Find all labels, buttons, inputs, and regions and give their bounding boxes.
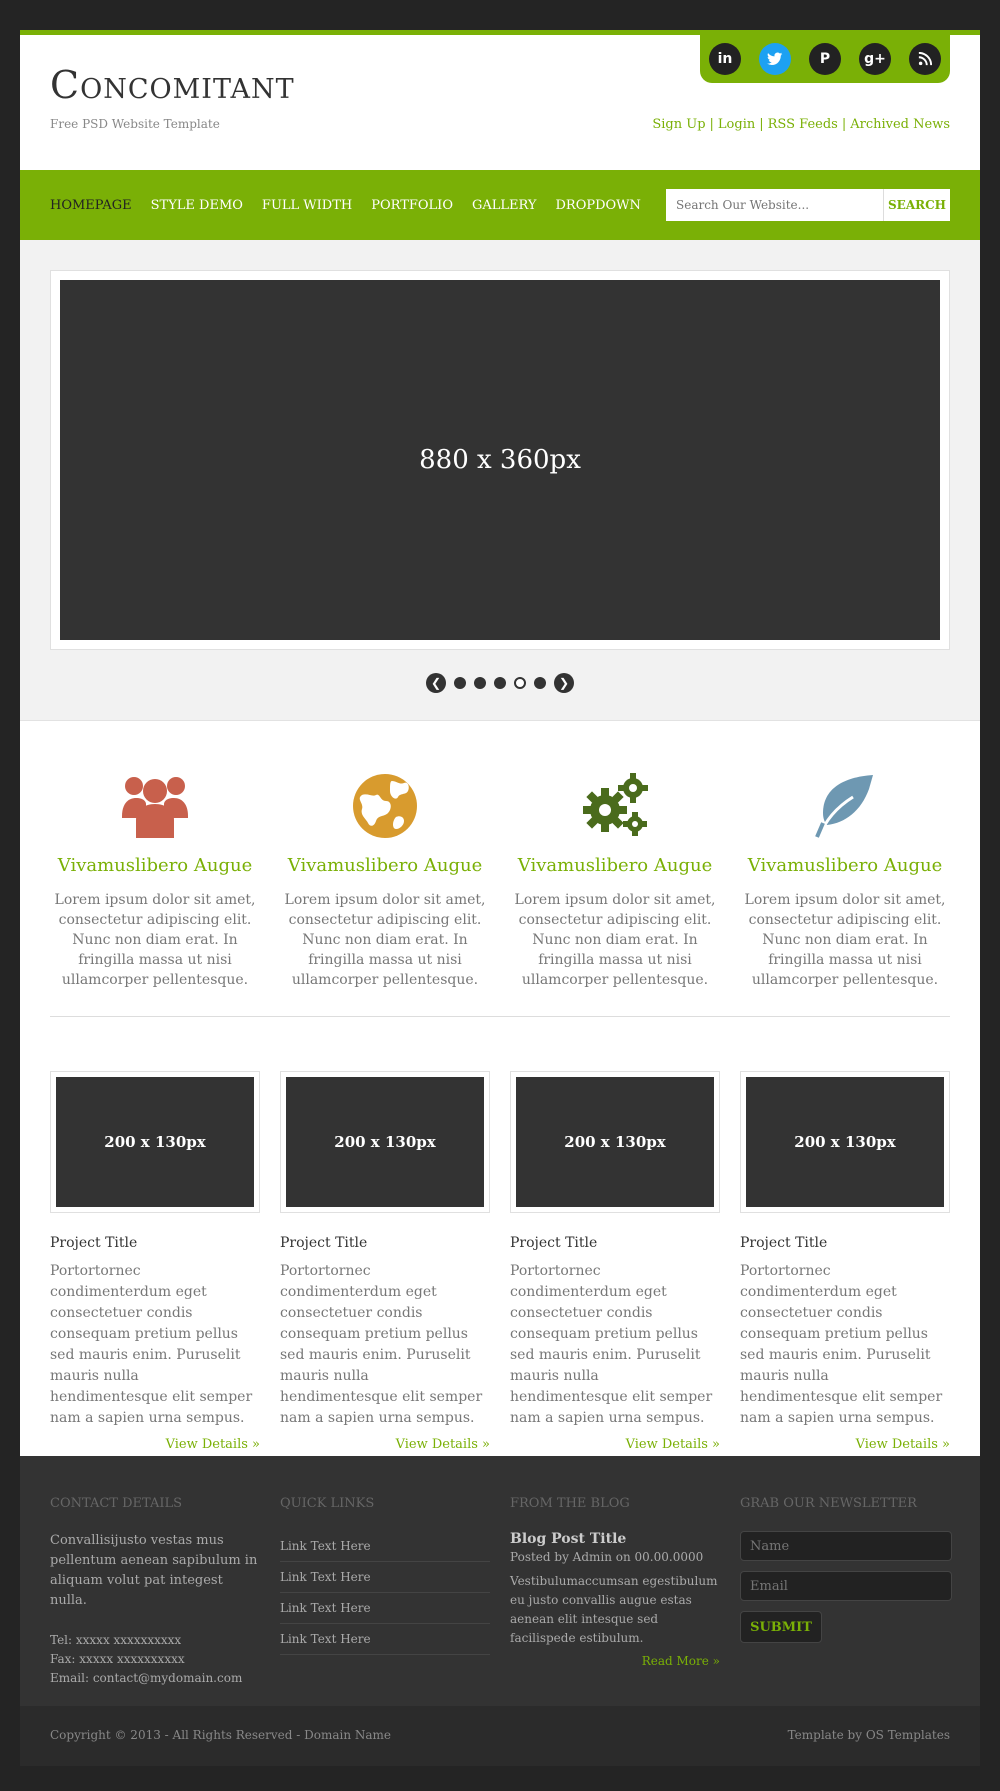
slide-image[interactable]: 880 x 360px xyxy=(60,280,940,640)
slide-frame xyxy=(50,270,950,650)
projects-row xyxy=(50,1071,950,1452)
gears-icon xyxy=(510,771,720,841)
project-card xyxy=(510,1071,720,1452)
newsletter-submit-button[interactable]: SUBMIT xyxy=(740,1611,822,1643)
project-text: Portortornec condimenterdum eget consectetuer condis consequam pretium pellus sed mauris enim. Puruselit mauris nulla hendimentesque elit semper nam a sapien urna sempus. xyxy=(740,1263,943,1426)
nav-item-dropdown[interactable]: DROPDOWN xyxy=(555,197,641,213)
footer-heading: CONTACT DETAILS xyxy=(50,1496,183,1511)
feature-item xyxy=(280,771,490,990)
footer xyxy=(20,1456,980,1706)
google-plus-icon[interactable]: g+ xyxy=(859,43,891,75)
view-details-link[interactable]: View Details » xyxy=(395,1437,490,1452)
users-icon xyxy=(50,771,260,841)
slider-section xyxy=(20,240,980,721)
project-title: Project Title xyxy=(740,1235,828,1251)
rss-feeds-link[interactable]: RSS Feeds xyxy=(767,117,838,132)
project-text: Portortornec condimenterdum eget consectetuer condis consequam pretium pellus sed mauris enim. Puruselit mauris nulla hendimentesque elit semper nam a sapien urna sempus. xyxy=(510,1263,713,1426)
project-title: Project Title xyxy=(510,1235,598,1251)
view-details-link[interactable]: View Details » xyxy=(165,1437,260,1452)
signup-link[interactable]: Sign Up xyxy=(652,117,706,132)
features-row xyxy=(50,771,950,990)
top-links: Sign Up | Login | RSS Feeds | Archived News xyxy=(652,117,950,132)
twitter-bird-glyph xyxy=(767,52,783,66)
quick-link[interactable]: Link Text Here xyxy=(280,1593,490,1624)
page-wrapper xyxy=(20,35,980,1766)
newsletter-name-field[interactable] xyxy=(740,1531,952,1561)
search-input[interactable] xyxy=(666,189,883,221)
nav-item-gallery[interactable]: GALLERY xyxy=(471,197,537,213)
site-logo[interactable]: Concomitant xyxy=(50,63,295,107)
nav-item-portfolio[interactable]: PORTFOLIO xyxy=(371,197,453,213)
feature-title: Vivamuslibero Augue xyxy=(747,855,943,876)
contact-tel: Tel: xxxxx xxxxxxxxxx xyxy=(50,1633,182,1647)
footer-blog xyxy=(510,1496,720,1668)
footer-quick-links xyxy=(280,1496,490,1655)
slide-dot[interactable] xyxy=(534,677,546,689)
project-thumbnail[interactable]: 200 x 130px xyxy=(746,1077,944,1207)
nav-item-full-width[interactable]: FULL WIDTH xyxy=(261,197,353,213)
rss-icon[interactable] xyxy=(909,43,941,75)
feature-text: Lorem ipsum dolor sit amet, consectetur adipiscing elit. Nunc non diam erat. In fringilla massa ut nisi ullamcorper pellentesque. xyxy=(284,892,486,988)
project-thumbnail[interactable]: 200 x 130px xyxy=(286,1077,484,1207)
slide-dot[interactable] xyxy=(454,677,466,689)
feature-title: Vivamuslibero Augue xyxy=(287,855,483,876)
feature-text: Lorem ipsum dolor sit amet, consectetur adipiscing elit. Nunc non diam erat. In fringilla massa ut nisi ullamcorper pellentesque. xyxy=(54,892,256,988)
project-title: Project Title xyxy=(280,1235,368,1251)
view-details-link[interactable]: View Details » xyxy=(625,1437,720,1452)
leaf-icon xyxy=(740,771,950,841)
feature-item xyxy=(740,771,950,990)
rss-glyph xyxy=(918,52,932,66)
template-credit-link[interactable]: Template by OS Templates xyxy=(787,1728,950,1742)
blog-post-title[interactable]: Blog Post Title xyxy=(510,1531,627,1547)
footer-heading: GRAB OUR NEWSLETTER xyxy=(740,1496,917,1511)
footer-heading: FROM THE BLOG xyxy=(510,1496,630,1511)
social-links xyxy=(700,35,950,83)
project-card xyxy=(280,1071,490,1452)
project-card xyxy=(50,1071,260,1452)
feature-title: Vivamuslibero Augue xyxy=(517,855,713,876)
footer-contact xyxy=(50,1496,260,1688)
next-arrow-icon[interactable]: ❯ xyxy=(554,673,574,693)
project-thumbnail[interactable]: 200 x 130px xyxy=(516,1077,714,1207)
main-content xyxy=(20,721,980,1456)
contact-email[interactable]: Email: contact@mydomain.com xyxy=(50,1671,243,1685)
slide-dot-active[interactable] xyxy=(514,677,526,689)
search-box xyxy=(666,189,950,221)
twitter-icon[interactable] xyxy=(759,43,791,75)
feature-title: Vivamuslibero Augue xyxy=(57,855,253,876)
section-divider xyxy=(50,1016,950,1017)
project-card xyxy=(740,1071,950,1452)
nav-item-homepage[interactable]: HOMEPAGE xyxy=(50,197,132,213)
globe-icon xyxy=(280,771,490,841)
slide-dot[interactable] xyxy=(474,677,486,689)
feature-text: Lorem ipsum dolor sit amet, consectetur adipiscing elit. Nunc non diam erat. In fringilla massa ut nisi ullamcorper pellentesque. xyxy=(514,892,716,988)
contact-text: Convallisijusto vestas mus pellentum aenean sapibulum in aliquam volut pat integest nulla. xyxy=(50,1533,258,1608)
site-tagline: Free PSD Website Template xyxy=(50,117,220,131)
feature-item xyxy=(510,771,720,990)
search-button[interactable]: SEARCH xyxy=(883,189,950,221)
header xyxy=(20,35,980,170)
feature-item xyxy=(50,771,260,990)
view-details-link[interactable]: View Details » xyxy=(855,1437,950,1452)
footer-heading: QUICK LINKS xyxy=(280,1496,375,1511)
contact-fax: Fax: xxxxx xxxxxxxxxx xyxy=(50,1652,185,1666)
blog-post-text: Vestibulumaccumsan egestibulum eu justo convallis augue estas aenean elit intesque sed facilispede estibulum. xyxy=(510,1574,718,1645)
quick-link[interactable]: Link Text Here xyxy=(280,1531,490,1562)
footer-newsletter xyxy=(740,1496,950,1643)
project-title: Project Title xyxy=(50,1235,138,1251)
blog-post-meta: Posted by Admin on 00.00.0000 xyxy=(510,1550,704,1564)
newsletter-email-field[interactable] xyxy=(740,1571,952,1601)
archived-news-link[interactable]: Archived News xyxy=(850,117,950,132)
copyright-text: Copyright © 2013 - All Rights Reserved - Domain Name xyxy=(50,1728,392,1742)
project-text: Portortornec condimenterdum eget consectetuer condis consequam pretium pellus sed mauris enim. Puruselit mauris nulla hendimentesque elit semper nam a sapien urna sempus. xyxy=(50,1263,253,1426)
feature-text: Lorem ipsum dolor sit amet, consectetur adipiscing elit. Nunc non diam erat. In fringilla massa ut nisi ullamcorper pellentesque. xyxy=(744,892,946,988)
read-more-link[interactable]: Read More » xyxy=(641,1654,720,1668)
quick-link[interactable]: Link Text Here xyxy=(280,1562,490,1593)
quick-link[interactable]: Link Text Here xyxy=(280,1624,490,1655)
nav-item-style-demo[interactable]: STYLE DEMO xyxy=(150,197,243,213)
slide-dot[interactable] xyxy=(494,677,506,689)
project-thumbnail[interactable]: 200 x 130px xyxy=(56,1077,254,1207)
bottom-bar xyxy=(20,1706,980,1766)
slider-pager xyxy=(20,673,980,693)
pinterest-icon[interactable]: P xyxy=(809,43,841,75)
main-nav xyxy=(20,170,980,240)
login-link[interactable]: Login xyxy=(717,117,756,132)
project-text: Portortornec condimenterdum eget consectetuer condis consequam pretium pellus sed mauris enim. Puruselit mauris nulla hendimentesque elit semper nam a sapien urna sempus. xyxy=(280,1263,483,1426)
linkedin-icon[interactable]: in xyxy=(709,43,741,75)
prev-arrow-icon[interactable]: ❮ xyxy=(426,673,446,693)
